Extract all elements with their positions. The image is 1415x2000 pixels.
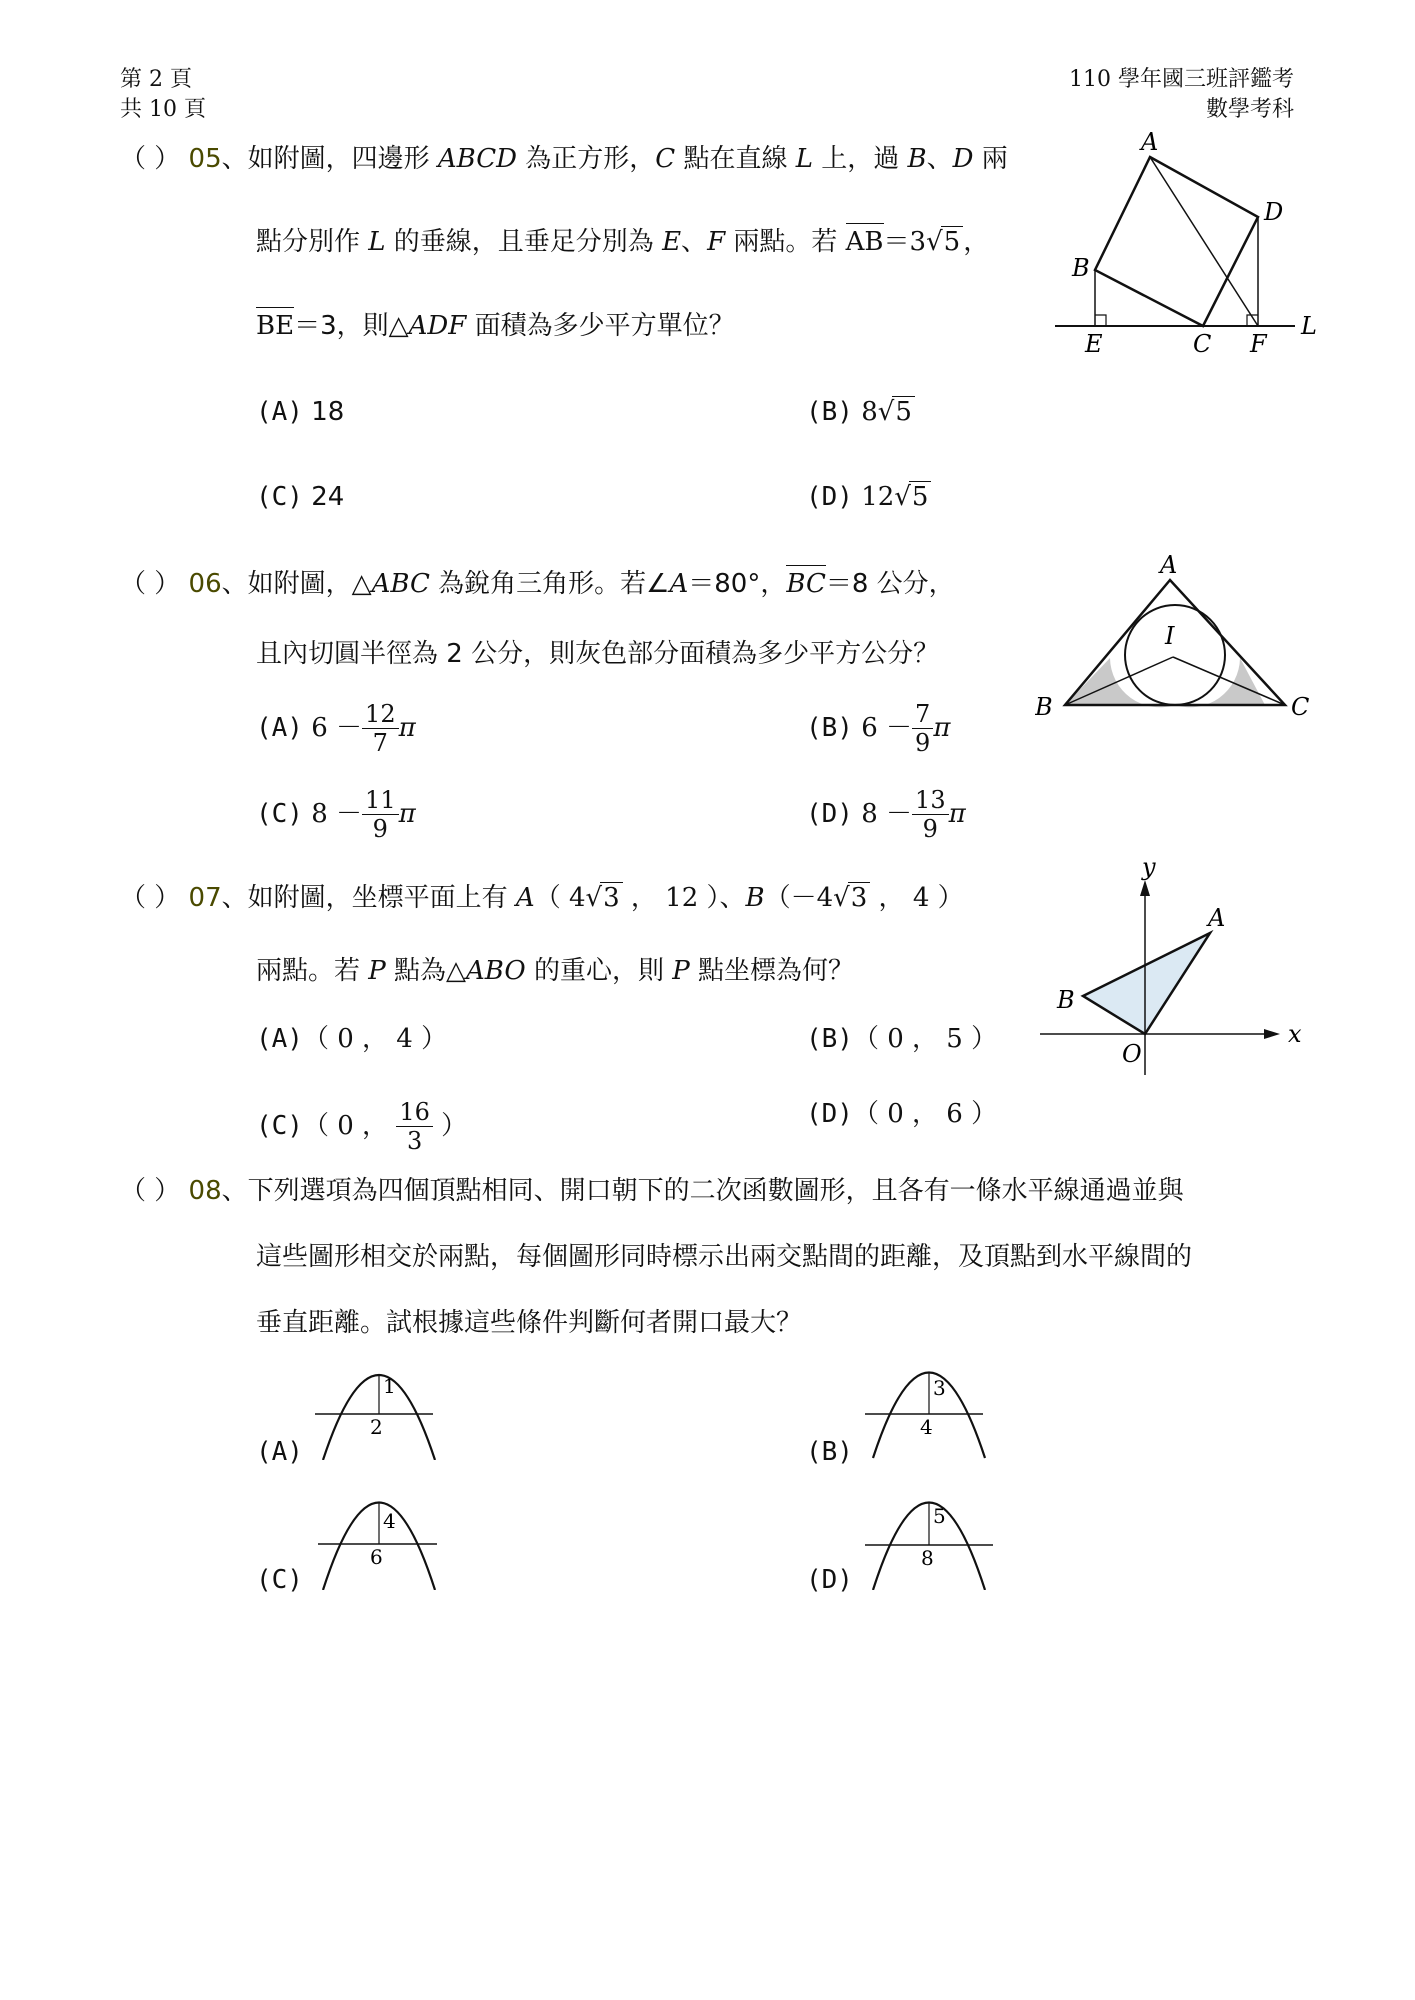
answer-blank[interactable]: （ ）	[120, 144, 181, 174]
square-abcd	[1095, 157, 1258, 326]
q07-coordinate-figure	[1040, 860, 1320, 1075]
q06-option-b[interactable]: (B) 6 － $\frac{7}{9}$ π	[806, 700, 951, 757]
q08-option-c-parabola[interactable]	[315, 1485, 445, 1590]
q06-line-1: （ ） 06、如附圖，△ABC 為銳角三角形。若∠A＝80°，BC＝8 公分，	[120, 565, 955, 600]
q06-option-a[interactable]: (A) 6 － $\frac{12}{7}$ π	[256, 700, 416, 757]
q08-line-1: （ ） 08、下列選項為四個頂點相同、開口朝下的二次函數圖形，且各有一條水平線通過並與	[120, 1176, 1184, 1206]
q07-option-c[interactable]: (C)（ 0 ， $\frac{16}{3}$ ）	[256, 1098, 468, 1155]
height-label: 4	[383, 1509, 396, 1533]
label-b: B	[1035, 693, 1053, 721]
height-label: 1	[383, 1374, 396, 1398]
label-b: B	[1072, 254, 1090, 282]
total-pages: 共 10 頁	[120, 97, 206, 122]
q06-triangle-figure	[1035, 545, 1315, 730]
answer-blank[interactable]: （ ）	[120, 883, 181, 913]
question-number: 06	[188, 569, 222, 599]
height-label: 5	[933, 1504, 946, 1528]
q07-line-2: 兩點。若 P 點為△ABO 的重心，則 P 點坐標為何？	[256, 956, 855, 986]
q05-option-c[interactable]: (C) 24	[256, 482, 345, 512]
segment-ab: AB	[846, 223, 884, 258]
label-a: A	[1208, 904, 1226, 932]
segment-bc: BC	[786, 565, 825, 600]
q07-option-d[interactable]: (D)（ 0 ， 6 ）	[806, 1099, 998, 1129]
q08-option-b-label[interactable]: (B)	[806, 1437, 853, 1467]
q08-line-3: 垂直距離。試根據這些條件判斷何者開口最大？	[256, 1308, 803, 1338]
label-a: A	[1141, 130, 1159, 156]
q08-option-a-label[interactable]: (A)	[256, 1437, 303, 1467]
height-label: 3	[933, 1376, 946, 1400]
answer-blank[interactable]: （ ）	[120, 569, 181, 599]
q08-option-b-parabola[interactable]	[865, 1355, 995, 1460]
question-number: 07	[188, 883, 222, 913]
label-f: F	[1250, 330, 1267, 358]
exam-title: 110 學年國三班評鑑考	[1069, 67, 1294, 92]
incircle	[1125, 605, 1225, 705]
axis-label-y: y	[1142, 860, 1156, 881]
label-o: O	[1122, 1040, 1142, 1068]
sqrt-5: √5	[926, 226, 963, 258]
answer-blank[interactable]: （ ）	[120, 1176, 181, 1206]
x-axis-arrow	[1264, 1029, 1280, 1039]
width-label: 6	[370, 1545, 383, 1569]
q05-option-d[interactable]: (D) 12√5	[806, 481, 931, 513]
q08-option-d-label[interactable]: (D)	[806, 1565, 853, 1595]
exam-subject: 數學考科	[1205, 97, 1294, 122]
q05-line-2: 點分別作 L 的垂線，且垂足分別為 E、F 兩點。若 AB＝3√5 ，	[256, 223, 989, 258]
width-label: 4	[920, 1415, 933, 1439]
label-b: B	[1057, 986, 1075, 1014]
q06-option-c[interactable]: (C) 8 － $\frac{11}{9}$ π	[256, 786, 416, 843]
page-number: 第 2 頁	[120, 67, 192, 92]
right-angle-e	[1095, 315, 1106, 326]
q05-option-b[interactable]: (B) 8√5	[806, 396, 915, 428]
label-d: D	[1264, 198, 1284, 226]
q05-square-figure	[1055, 130, 1320, 365]
segment-be: BE	[256, 307, 294, 342]
q08-option-c-label[interactable]: (C)	[256, 1565, 303, 1595]
axis-label-x: x	[1288, 1020, 1302, 1048]
label-c: C	[1193, 330, 1212, 358]
q08-option-a-parabola[interactable]	[315, 1360, 445, 1460]
width-label: 8	[921, 1546, 934, 1570]
q07-option-a[interactable]: (A)（ 0 ， 4 ）	[256, 1024, 448, 1054]
q05-option-a[interactable]: (A) 18	[256, 397, 345, 427]
question-number: 05	[188, 144, 222, 174]
y-axis-arrow	[1140, 880, 1150, 896]
triangle-abo	[1083, 933, 1210, 1034]
q05-line-1: （ ） 05、如附圖，四邊形 ABCD 為正方形，C 點在直線 L 上，過 B、D 兩	[120, 144, 1008, 174]
segment-af	[1150, 157, 1258, 326]
label-e: E	[1085, 330, 1103, 358]
q05-line-3: BE＝3，則△ADF 面積為多少平方單位？	[256, 307, 735, 342]
label-c: C	[1291, 693, 1310, 721]
q08-line-2: 這些圖形相交於兩點，每個圖形同時標示出兩交點間的距離，及頂點到水平線間的	[256, 1242, 1193, 1272]
q08-option-d-parabola[interactable]	[865, 1485, 995, 1590]
q06-option-d[interactable]: (D) 8 － $\frac{13}{9}$ π	[806, 786, 966, 843]
label-i: I	[1165, 622, 1175, 650]
q07-option-b[interactable]: (B)（ 0 ， 5 ）	[806, 1024, 998, 1054]
width-label: 2	[370, 1415, 383, 1439]
q07-line-1: （ ） 07、如附圖，坐標平面上有 A（ 4√3 ， 12 ）、B（－4√3 ， 4 ）	[120, 883, 964, 913]
label-a: A	[1160, 551, 1178, 579]
question-number: 08	[188, 1176, 222, 1206]
q06-line-2: 且內切圓半徑為 2 公分，則灰色部分面積為多少平方公分？	[256, 639, 940, 669]
label-l: L	[1301, 312, 1317, 340]
